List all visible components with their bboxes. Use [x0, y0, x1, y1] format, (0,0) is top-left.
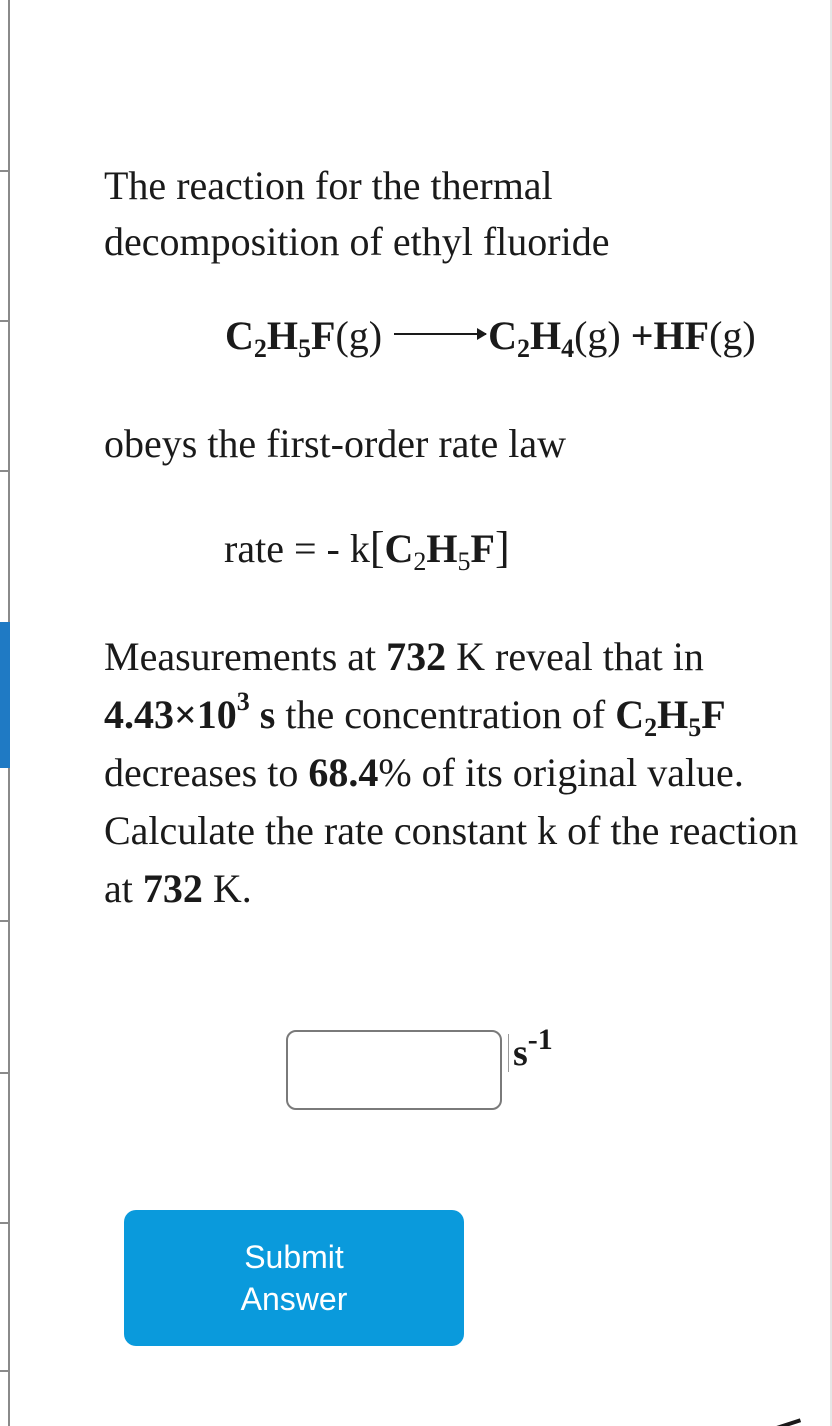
rate-law-prefix: rate = - k — [224, 526, 370, 571]
time-value: 4.43×10 — [104, 692, 237, 737]
eq-reactant-c-sub: 2 — [253, 334, 267, 363]
unit-base: s — [513, 1032, 528, 1074]
body-text: K. — [202, 866, 252, 911]
eq-product1-h-sub: 4 — [561, 334, 575, 363]
temperature-value: 732 — [142, 866, 203, 911]
submit-label-line1: Submit — [244, 1239, 344, 1275]
rate-constant-input[interactable] — [286, 1030, 502, 1110]
time-unit: s — [249, 692, 276, 737]
species-c: C — [615, 692, 645, 737]
rail-divider — [0, 1370, 10, 1372]
eq-product2: HF — [653, 313, 710, 358]
rail-divider — [0, 470, 10, 472]
reaction-arrow-icon — [394, 333, 486, 335]
temperature-value: 732 — [386, 634, 447, 679]
eq-reactant-c: C — [225, 313, 254, 358]
body-text: the concentration of — [275, 692, 616, 737]
left-navigation-rail — [0, 0, 10, 1426]
eq-reactant-h: H — [266, 313, 299, 358]
intro-text-line2: decomposition of ethyl fluoride — [104, 219, 610, 264]
rate-law-close-bracket: ] — [494, 523, 510, 572]
question-body — [104, 628, 804, 918]
unit-exponent: -1 — [527, 1023, 553, 1056]
rate-law-f: F — [470, 526, 495, 571]
question-intro — [104, 158, 804, 270]
eq-product1-state: (g) — [574, 313, 621, 358]
chemical-equation — [225, 312, 756, 363]
rate-law-intro: obeys the first-order rate law — [104, 421, 567, 466]
eq-product1-h: H — [529, 313, 562, 358]
rail-divider — [0, 320, 10, 322]
time-exponent: 3 — [236, 687, 250, 716]
eq-product1-c: C — [488, 313, 517, 358]
rail-divider — [0, 920, 10, 922]
rate-law-h-sub: 5 — [457, 547, 471, 576]
species-c-sub: 2 — [644, 713, 658, 742]
rail-active-indicator[interactable] — [0, 622, 10, 768]
eq-reactant-f: F — [311, 313, 336, 358]
rail-divider — [0, 170, 10, 172]
rate-law-expression — [224, 522, 510, 576]
body-text: decreases to — [104, 750, 309, 795]
rail-divider — [0, 1072, 10, 1074]
eq-reactant-state: (g) — [335, 313, 383, 358]
rate-law-c: C — [384, 526, 414, 571]
submit-answer-button[interactable] — [124, 1210, 464, 1346]
answer-row — [286, 1023, 553, 1112]
body-text: K reveal that in — [446, 634, 704, 679]
rate-law-open-bracket: [ — [369, 523, 385, 572]
eq-reactant-h-sub: 5 — [298, 334, 312, 363]
body-text: Measurements at — [104, 634, 387, 679]
species-h-sub: 5 — [688, 713, 702, 742]
eq-product2-state: (g) — [709, 313, 756, 358]
checkmark-icon — [768, 1418, 805, 1426]
eq-product1-c-sub: 2 — [516, 334, 530, 363]
intro-text-line1: The reaction for the thermal — [104, 163, 553, 208]
rail-divider — [0, 1222, 10, 1224]
body-text: % of its original value. Calculate the rate constant k of the reaction at — [104, 750, 799, 911]
submit-label-line2: Answer — [240, 1281, 348, 1317]
species-h: H — [657, 692, 689, 737]
species-f: F — [701, 692, 726, 737]
answer-unit — [508, 1023, 553, 1074]
percent-value: 68.4 — [308, 750, 379, 795]
rate-law-h: H — [426, 526, 458, 571]
eq-plus: + — [620, 313, 654, 358]
rate-law-c-sub: 2 — [413, 547, 427, 576]
